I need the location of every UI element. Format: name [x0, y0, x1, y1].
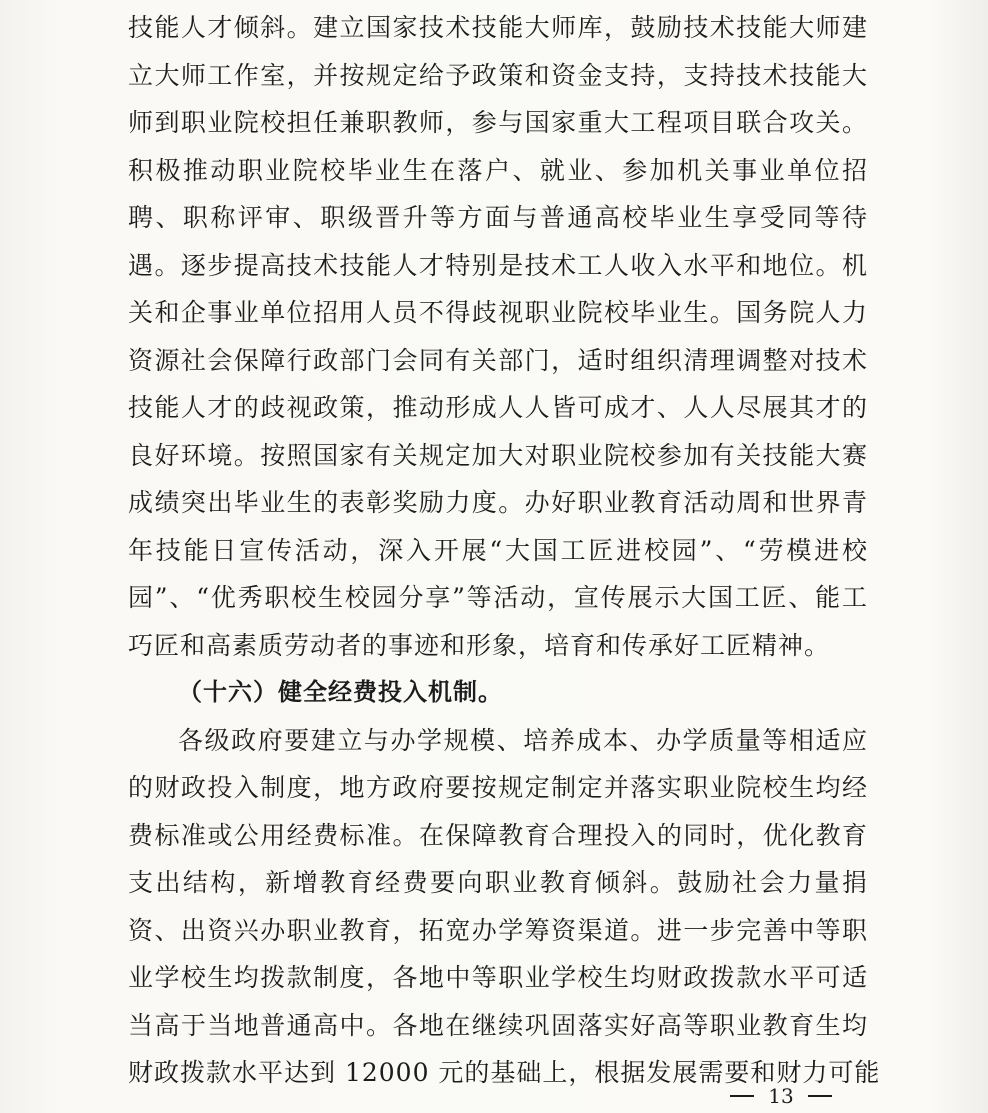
page-number-dash-right [808, 1095, 832, 1097]
body-line: 资源社会保障行政部门会同有关部门，适时组织清理调整对技术 [128, 345, 868, 375]
body-line: 年技能日宣传活动，深入开展“大国工匠进校园”、“劳模进校 [128, 535, 868, 565]
section-line: 费标准或公用经费标准。在保障教育合理投入的同时，优化教育 [128, 820, 868, 850]
body-line: 立大师工作室，并按规定给予政策和资金支持，支持技术技能大 [128, 60, 868, 90]
document-body [128, 4, 881, 1097]
body-line: 关和企事业单位招用人员不得歧视职业院校毕业生。国务院人力 [128, 298, 868, 327]
body-line: 遇。逐步提高技术技能人才特别是技术工人收入水平和地位。机 [128, 250, 868, 280]
section-line: 的财政投入制度，地方政府要按规定制定并落实职业院校生均经 [128, 773, 868, 802]
body-line: 师到职业院校担任兼职教师，参与国家重大工程项目联合攻关。 [128, 108, 868, 137]
section-line: 财政拨款水平达到 12000 元的基础上，根据发展需要和财力可能 [128, 1058, 881, 1087]
body-line: 园”、“优秀职校生校园分享”等活动，宣传展示大国工匠、能工 [128, 583, 868, 612]
section-line: 业学校生均拨款制度，各地中等职业学校生均财政拨款水平可适 [128, 963, 868, 992]
page-number-dash-left [730, 1095, 754, 1097]
page-number-value: 13 [768, 1084, 794, 1108]
body-line: 成绩突出毕业生的表彰奖励力度。办好职业教育活动周和世界青 [128, 488, 868, 517]
section-line: 资、出资兴办职业教育，拓宽办学筹资渠道。进一步完善中等职 [128, 915, 868, 945]
body-line: 聘、职称评审、职级晋升等方面与普通高校毕业生享受同等待 [128, 203, 868, 232]
page-number [726, 1082, 836, 1110]
body-line: 技能人才倾斜。建立国家技术技能大师库，鼓励技术技能大师建 [128, 13, 868, 42]
body-line: 巧匠和高素质劳动者的事迹和形象，培育和传承好工匠精神。 [128, 630, 831, 660]
body-line: 积极推动职业院校毕业生在落户、就业、参加机关事业单位招 [128, 155, 868, 185]
section-line: 各级政府要建立与办学规模、培养成本、办学质量等相适应 [178, 725, 868, 755]
section-line: 支出结构，新增教育经费要向职业教育倾斜。鼓励社会力量捐 [128, 868, 868, 897]
section-line: 当高于当地普通高中。各地在继续巩固落实好高等职业教育生均 [128, 1010, 868, 1040]
body-line: 技能人才的歧视政策，推动形成人人皆可成才、人人尽展其才的 [128, 393, 868, 422]
section-heading: （十六）健全经费投入机制。 [178, 678, 503, 706]
body-line: 良好环境。按照国家有关规定加大对职业院校参加有关技能大赛 [128, 440, 868, 470]
